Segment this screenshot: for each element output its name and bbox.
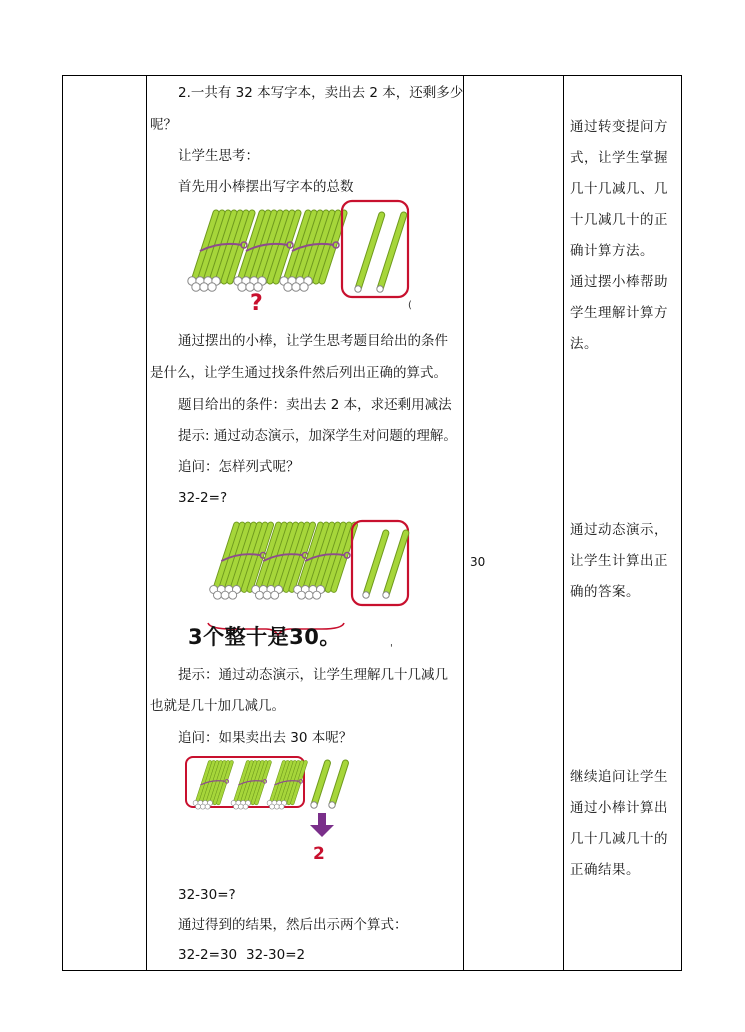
design-note-2 xyxy=(570,515,678,608)
design-intent-cell xyxy=(564,75,682,971)
sticks-illustration-total xyxy=(182,205,422,315)
note-line: 通过摆小棒帮助 xyxy=(570,274,668,290)
problem-text: 2.一共有 32 本写字本，卖出去 2 本，还剩多少 xyxy=(178,85,464,101)
equation-result-2: 32-30=2 xyxy=(246,947,306,963)
stick-end xyxy=(363,592,369,598)
note-line: 让学生计算出正 xyxy=(570,553,668,569)
down-arrow-head xyxy=(310,825,334,837)
note-line: 通过动态演示， xyxy=(570,522,668,538)
note-line: 通过转变提问方 xyxy=(570,119,668,135)
stray-mark: ( xyxy=(408,300,412,311)
question-mark: ? xyxy=(250,291,263,316)
condition-text: 题目给出的条件：卖出去 2 本，求还剩用减法 xyxy=(178,397,452,413)
note-line: 通过小棒计算出 xyxy=(570,800,668,816)
down-arrow xyxy=(318,813,326,827)
explanation-text: 通过摆出的小棒，让学生思考题目给出的条件 xyxy=(178,333,448,349)
stick-bundle xyxy=(267,762,306,809)
equation-text: 32-2=? xyxy=(178,490,228,506)
stick-end xyxy=(377,286,383,292)
note-line: 继续追问让学生 xyxy=(570,769,668,785)
single-stick xyxy=(366,533,386,595)
stick-end xyxy=(383,592,389,598)
note-line: 几十几减几十的 xyxy=(570,831,668,847)
single-stick xyxy=(358,215,382,289)
sticks-illustration-subtract-tens xyxy=(182,757,422,867)
hint-text: 提示：通过动态演示，让学生理解几十几减几 xyxy=(178,667,448,683)
single-stick xyxy=(314,763,327,805)
instruction-text: 首先用小棒摆出写字本的总数 xyxy=(178,179,354,195)
note-line: 确的答案。 xyxy=(570,584,640,600)
arrow-result-label: 2 xyxy=(313,844,325,864)
problem-text-cont: 呢？ xyxy=(150,117,177,133)
equation-text: 32-30=? xyxy=(178,887,236,903)
tens-statement: 3个整十是30。 xyxy=(188,625,341,649)
design-note-3 xyxy=(570,762,678,886)
teaching-process-cell xyxy=(146,75,462,971)
note-line: 式，让学生掌握 xyxy=(570,150,668,166)
note-line: 确计算方法。 xyxy=(570,243,654,259)
single-stick xyxy=(386,533,406,595)
followup-question: 追问：怎样列式呢？ xyxy=(178,459,300,475)
sticks-illustration-tens xyxy=(202,517,442,627)
hint-text-cont: 也就是几十加几减几。 xyxy=(150,698,285,714)
time-value: 30 xyxy=(470,555,486,569)
stick-end xyxy=(355,286,361,292)
equation-result-1: 32-2=30 xyxy=(178,947,238,963)
stick-end xyxy=(329,802,335,808)
note-line: 法。 xyxy=(570,336,598,352)
followup-question: 追问：如果卖出去 30 本呢？ xyxy=(178,730,353,746)
instruction-text: 让学生思考： xyxy=(178,148,259,164)
design-note-1 xyxy=(570,112,678,360)
time-cell xyxy=(464,75,562,971)
red-frame xyxy=(342,201,408,297)
single-stick xyxy=(332,763,345,805)
note-line: 十几减几十的正 xyxy=(570,212,668,228)
note-line: 几十几减几、几 xyxy=(570,181,668,197)
stick-bundle xyxy=(231,762,270,809)
single-stick xyxy=(380,215,404,289)
stray-mark: ' xyxy=(390,643,393,654)
explanation-text-cont: 是什么，让学生通过找条件然后列出正确的算式。 xyxy=(150,365,447,381)
stick-bundle xyxy=(193,762,232,809)
result-intro-text: 通过得到的结果，然后出示两个算式： xyxy=(178,917,408,933)
hint-text: 提示: 通过动态演示，加深学生对问题的理解。 xyxy=(178,428,457,444)
stick-end xyxy=(311,802,317,808)
note-line: 正确结果。 xyxy=(570,862,640,878)
note-line: 学生理解计算方 xyxy=(570,305,668,321)
